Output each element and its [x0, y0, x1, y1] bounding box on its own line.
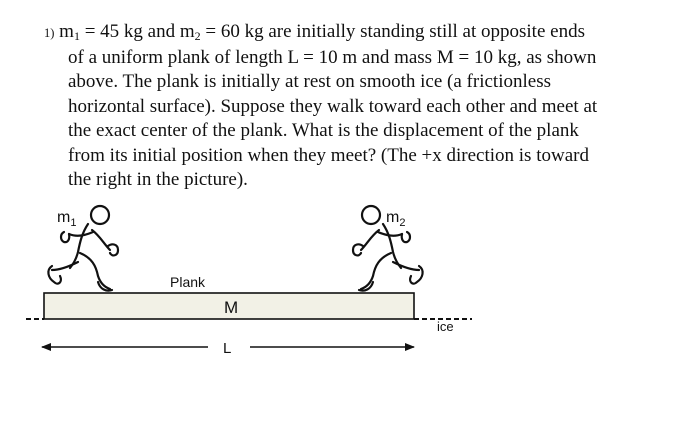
plank-label: Plank: [170, 274, 206, 290]
problem-number: 1): [44, 26, 55, 40]
m2-symbol: m: [179, 21, 195, 42]
problem-line-3: above. The plank is initially at rest on smooth ice (a frictionless: [68, 71, 551, 92]
problem-line-6: from its initial position when they meet? (The +x direction is toward: [68, 144, 589, 166]
problem-line-2: of a uniform plank of length L = 10 m and mass M = 10 kg, as shown: [68, 46, 597, 68]
problem-line-7: the right in the picture).: [68, 169, 248, 190]
m2-subscript: 2: [194, 29, 201, 43]
m2-label: $m_2$: [386, 209, 406, 229]
m2-value-text: = 60 kg are initially standing still at opposite ends: [200, 21, 585, 42]
mass-label: M: [224, 298, 239, 317]
m1-symbol: m: [59, 21, 74, 42]
m1-label: $m_1$: [57, 209, 77, 229]
problem-line-5: the exact center of the plank. What is the displacement of the plank: [68, 120, 579, 141]
length-label: L: [223, 340, 232, 357]
ice-label: ice: [437, 319, 454, 334]
m1-subscript: 1: [73, 29, 80, 43]
m1-value-text: = 45 kg and: [79, 21, 180, 42]
problem-line-4: horizontal surface). Suppose they walk toward each other and meet at: [68, 95, 598, 117]
